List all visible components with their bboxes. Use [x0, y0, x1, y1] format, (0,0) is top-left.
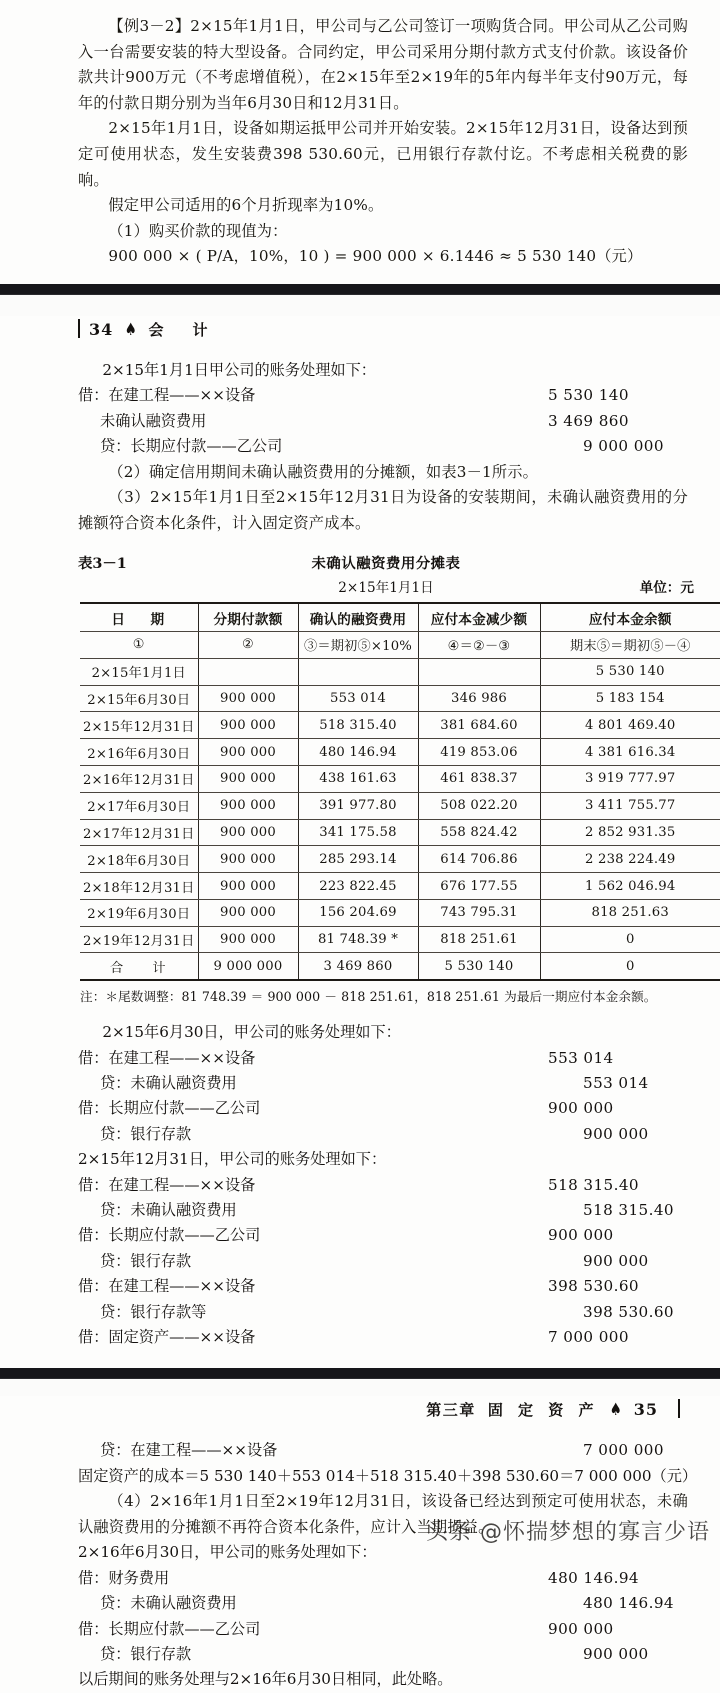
table-row — [80, 899, 720, 926]
cell-date: 2×15年12月31日 — [80, 712, 198, 739]
cell-date: 2×15年6月30日 — [80, 685, 198, 712]
cell-value — [418, 658, 540, 685]
entry-account: 借：在建工程——××设备 — [78, 386, 256, 405]
section-title-label: 固 定 资 产 — [487, 1401, 599, 1420]
page-fragment-bottom — [0, 1396, 720, 1692]
entry-account: 借：财务费用 — [78, 1568, 170, 1587]
formula-cell: ① — [80, 632, 198, 659]
cell-value: 4 801 469.40 — [540, 712, 720, 739]
cell-value: 156 204.69 — [298, 899, 418, 926]
cell-date: 2×19年6月30日 — [80, 899, 198, 926]
chapter-label: 第三章 — [426, 1401, 476, 1420]
journal-lead-1: 2×15年1月1日甲公司的账务处理如下： — [102, 360, 376, 379]
table-subcaption — [78, 576, 694, 598]
cell-date: 2×16年6月30日 — [80, 739, 198, 766]
cell-value: 419 853.06 — [418, 739, 540, 766]
running-head-rule — [78, 319, 80, 338]
cell-date: 2×15年1月1日 — [80, 658, 198, 685]
journal-entry-row — [78, 1438, 688, 1463]
ornament-icon: ♠ — [610, 1400, 624, 1421]
cell-value: 900 000 — [198, 739, 298, 766]
formula-cell: ③＝期初⑤×10% — [298, 632, 418, 659]
cell-value: 518 315.40 — [298, 712, 418, 739]
cell-value: 676 177.55 — [418, 873, 540, 900]
journal-entry-row — [78, 1274, 688, 1299]
entry-amount: 900 000 — [583, 1251, 649, 1270]
entry-account: 未确认融资费用 — [100, 411, 207, 430]
entry-amount: 3 469 860 — [548, 411, 629, 430]
cell-value: 438 161.63 — [298, 765, 418, 792]
entry-account: 贷：银行存款 — [100, 1644, 192, 1663]
entry-account: 贷：银行存款 — [100, 1124, 192, 1143]
cell-value: 285 293.14 — [298, 846, 418, 873]
cell-value: 81 748.39 * — [298, 926, 418, 953]
journal-lead-4: 2×16年6月30日，甲公司的账务处理如下： — [78, 1543, 377, 1562]
cell-value: 553 014 — [298, 685, 418, 712]
cell-value: 2 238 224.49 — [540, 846, 720, 873]
table-number: 表3－1 — [78, 555, 127, 573]
entry-amount: 5 530 140 — [548, 386, 629, 405]
entry-amount: 900 000 — [583, 1644, 649, 1663]
table-row — [80, 819, 720, 846]
table-row — [80, 685, 720, 712]
book-title-label: 会 计 — [148, 320, 215, 339]
entry-account: 贷：在建工程——××设备 — [100, 1441, 278, 1460]
cell-value: 900 000 — [198, 873, 298, 900]
table-row — [80, 873, 720, 900]
table-title: 未确认融资费用分摊表 — [311, 555, 461, 573]
cell-value: 5 183 154 — [540, 685, 720, 712]
entry-amount: 900 000 — [548, 1226, 614, 1245]
entry-amount: 900 000 — [548, 1099, 614, 1118]
cell-value: 900 000 — [198, 846, 298, 873]
cell-value: 818 251.63 — [540, 899, 720, 926]
journal-entry-row — [78, 1071, 688, 1096]
discount-rate-paragraph: 假定甲公司适用的6个月折现率为10%。 — [108, 196, 384, 215]
table-row — [80, 739, 720, 766]
entry-amount: 553 014 — [548, 1048, 614, 1067]
cell-value: 461 838.37 — [418, 765, 540, 792]
cell-date: 2×19年12月31日 — [80, 926, 198, 953]
cell-value: 900 000 — [198, 765, 298, 792]
table-body — [80, 658, 720, 980]
entry-account: 贷：未确认融资费用 — [100, 1201, 237, 1219]
table-caption — [78, 552, 694, 574]
cell-value: 223 822.45 — [298, 873, 418, 900]
table-row — [80, 792, 720, 819]
cell-total-value: 5 530 140 — [418, 953, 540, 980]
cell-value: 900 000 — [198, 712, 298, 739]
step-3-paragraph: （3）2×15年1月1日至2×15年12月31日为设备的安装期间，未确认融资费用的分摊额符合资本化条件，计入固定资产成本。 — [78, 488, 688, 532]
table-row — [80, 712, 720, 739]
table-row — [80, 658, 720, 685]
entry-account: 借：长期应付款——乙公司 — [78, 1619, 261, 1638]
cell-value: 1 562 046.94 — [540, 873, 720, 900]
journal-entry-row — [78, 1617, 688, 1642]
entry-account: 贷：长期应付款——乙公司 — [100, 437, 283, 456]
cell-value: 391 977.80 — [298, 792, 418, 819]
cell-value: 614 706.86 — [418, 846, 540, 873]
entry-account: 借：长期应付款——乙公司 — [78, 1099, 261, 1118]
cell-value: 818 251.61 — [418, 926, 540, 953]
entry-amount: 480 146.94 — [583, 1594, 674, 1613]
cell-value: 3 411 755.77 — [540, 792, 720, 819]
formula-cell: ② — [198, 632, 298, 659]
formula-cell: ④＝②－③ — [418, 632, 540, 659]
entry-account: 借：在建工程——××设备 — [78, 1048, 256, 1067]
entry-amount: 518 315.40 — [548, 1175, 639, 1194]
entry-account: 贷：未确认融资费用 — [100, 1594, 237, 1613]
step-2-paragraph: （2）确定信用期间未确认融资费用的分摊额，如表3－1所示。 — [108, 462, 539, 481]
page-fragment-middle — [0, 316, 720, 1368]
entry-amount: 7 000 000 — [548, 1327, 629, 1346]
column-header-installment: 分期付款额 — [198, 603, 298, 631]
journal-entry-row — [78, 1325, 688, 1350]
formula-cell: 期末⑤＝期初⑤－④ — [540, 632, 720, 659]
cell-value — [198, 658, 298, 685]
journal-entry-row — [78, 1122, 688, 1147]
cell-value: 4 381 616.34 — [540, 739, 720, 766]
entry-account: 借：固定资产——××设备 — [78, 1327, 256, 1346]
table-total-row — [80, 953, 720, 980]
page-number-35: 35 — [633, 1400, 658, 1420]
table-row — [80, 765, 720, 792]
journal-entry-row — [78, 1173, 688, 1198]
journal-entry-row — [78, 1198, 688, 1223]
journal-entry-row — [78, 1223, 688, 1248]
journal-lead-2: 2×15年6月30日，甲公司的账务处理如下： — [102, 1023, 401, 1042]
journal-lead-3: 2×15年12月31日，甲公司的账务处理如下： — [78, 1150, 387, 1169]
step-4-paragraph: （4）2×16年1月1日至2×19年12月31日，该设备已经达到预定可使用状态，未确认融资费用的分摊额不再符合资本化条件，应计入当期损益。 — [78, 1492, 688, 1536]
column-header-principal-balance: 应付本金余额 — [540, 603, 720, 631]
table-footnote: 注：＊尾数调整：81 748.39 ＝ 900 000 － 818 251.61，818 251.61 为最后一期应付本金余额。 — [80, 989, 657, 1005]
entry-account: 贷：银行存款 — [100, 1251, 192, 1270]
column-header-date: 日 期 — [80, 603, 198, 631]
table-row — [80, 926, 720, 953]
cell-value: 900 000 — [198, 685, 298, 712]
present-value-formula: 900 000 × ( P/A，10%，10 ) = 900 000 × 6.1446 ≈ 5 530 140（元） — [108, 247, 643, 266]
cell-date: 2×18年6月30日 — [80, 846, 198, 873]
cell-value: 480 146.94 — [298, 739, 418, 766]
cell-total-value: 0 — [540, 953, 720, 980]
cell-value: 0 — [540, 926, 720, 953]
cell-value: 2 852 931.35 — [540, 819, 720, 846]
step-1-paragraph: （1）购买价款的现值为： — [108, 221, 288, 240]
journal-entry-row — [78, 1046, 688, 1071]
cell-value — [298, 658, 418, 685]
ornament-icon: ♠ — [124, 319, 138, 340]
cell-value: 558 824.42 — [418, 819, 540, 846]
cell-value: 341 175.58 — [298, 819, 418, 846]
column-header-finance-cost: 确认的融资费用 — [298, 603, 418, 631]
journal-entry-row — [78, 1300, 688, 1325]
watermark-text: 头条 @怀揣梦想的寡言少语 — [426, 1520, 710, 1545]
installation-paragraph: 2×15年1月1日，设备如期运抵甲公司并开始安装。2×15年12月31日，设备达到预定可使用状态，发生安装费398 530.60元，已用银行存款付讫。不考虑相关税费的影响。 — [78, 119, 688, 189]
journal-entry-row — [78, 409, 688, 434]
table-row — [80, 846, 720, 873]
entry-amount: 7 000 000 — [583, 1441, 664, 1460]
cell-date: 2×17年12月31日 — [80, 819, 198, 846]
entry-account: 借：在建工程——××设备 — [78, 1277, 256, 1296]
journal-entry-row — [78, 383, 688, 408]
cell-value: 900 000 — [198, 792, 298, 819]
journal-entry-row — [78, 1249, 688, 1274]
column-header-principal-reduction: 应付本金减少额 — [418, 603, 540, 631]
page-separator-bar-2 — [0, 1368, 720, 1378]
entry-amount: 900 000 — [583, 1124, 649, 1143]
cell-date: 2×18年12月31日 — [80, 873, 198, 900]
journal-entry-row — [78, 1591, 688, 1616]
cell-total-value: 9 000 000 — [198, 953, 298, 980]
journal-entry-row — [78, 1642, 688, 1667]
cell-date: 2×16年12月31日 — [80, 765, 198, 792]
table-formula-row — [80, 632, 720, 659]
entry-amount: 398 530.60 — [548, 1277, 639, 1296]
fixed-asset-cost-line: 固定资产的成本＝5 530 140＋553 014＋518 315.40＋398 530.60＝7 000 000（元） — [78, 1466, 698, 1485]
page-number-34: 34 — [89, 319, 114, 339]
running-head-left — [78, 316, 710, 340]
entry-amount: 398 530.60 — [583, 1302, 674, 1321]
table-header-row — [80, 603, 720, 631]
cell-value: 5 530 140 — [540, 658, 720, 685]
cell-value: 381 684.60 — [418, 712, 540, 739]
closing-note-line: 以后期间的账务处理与2×16年6月30日相同，此处略。 — [78, 1670, 453, 1689]
running-head-right — [10, 1396, 680, 1420]
table-date: 2×15年1月1日 — [338, 580, 434, 597]
entry-amount: 9 000 000 — [583, 437, 664, 456]
example-intro-paragraph: 【例3－2】2×15年1月1日，甲公司与乙公司签订一项购货合同。甲公司从乙公司购入一台需要安装的特大型设备。合同约定，甲公司采用分期付款方式支付价款。该设备价款共计900万元（不考虑增值税），在2×15年至2×19年的5年内每半年支付90万元，每年的付款日期分别为当年6月30日和12月31日。 — [78, 17, 688, 112]
entry-amount: 480 146.94 — [548, 1568, 639, 1587]
page-separator-bar-1 — [0, 284, 720, 294]
cell-value: 743 795.31 — [418, 899, 540, 926]
cell-value: 508 022.20 — [418, 792, 540, 819]
cell-value: 900 000 — [198, 926, 298, 953]
journal-entry-row — [78, 1566, 688, 1591]
cell-total-value: 3 469 860 — [298, 953, 418, 980]
journal-entry-row — [78, 1096, 688, 1121]
entry-amount: 518 315.40 — [583, 1201, 674, 1219]
running-head-rule — [678, 1399, 680, 1418]
cell-total-label: 合 计 — [80, 953, 198, 980]
amortization-table — [80, 602, 720, 981]
cell-value: 346 986 — [418, 685, 540, 712]
entry-account: 贷：未确认融资费用 — [100, 1074, 237, 1093]
entry-amount: 900 000 — [548, 1619, 614, 1638]
entry-account: 借：长期应付款——乙公司 — [78, 1226, 261, 1245]
cell-date: 2×17年6月30日 — [80, 792, 198, 819]
journal-entry-row — [78, 434, 688, 459]
page-fragment-top — [0, 0, 720, 284]
cell-value: 3 919 777.97 — [540, 765, 720, 792]
cell-value: 900 000 — [198, 819, 298, 846]
entry-amount: 553 014 — [583, 1074, 649, 1093]
entry-account: 借：在建工程——××设备 — [78, 1175, 256, 1194]
entry-account: 贷：银行存款等 — [100, 1302, 207, 1321]
cell-value: 900 000 — [198, 899, 298, 926]
table-unit: 单位：元 — [639, 580, 694, 597]
